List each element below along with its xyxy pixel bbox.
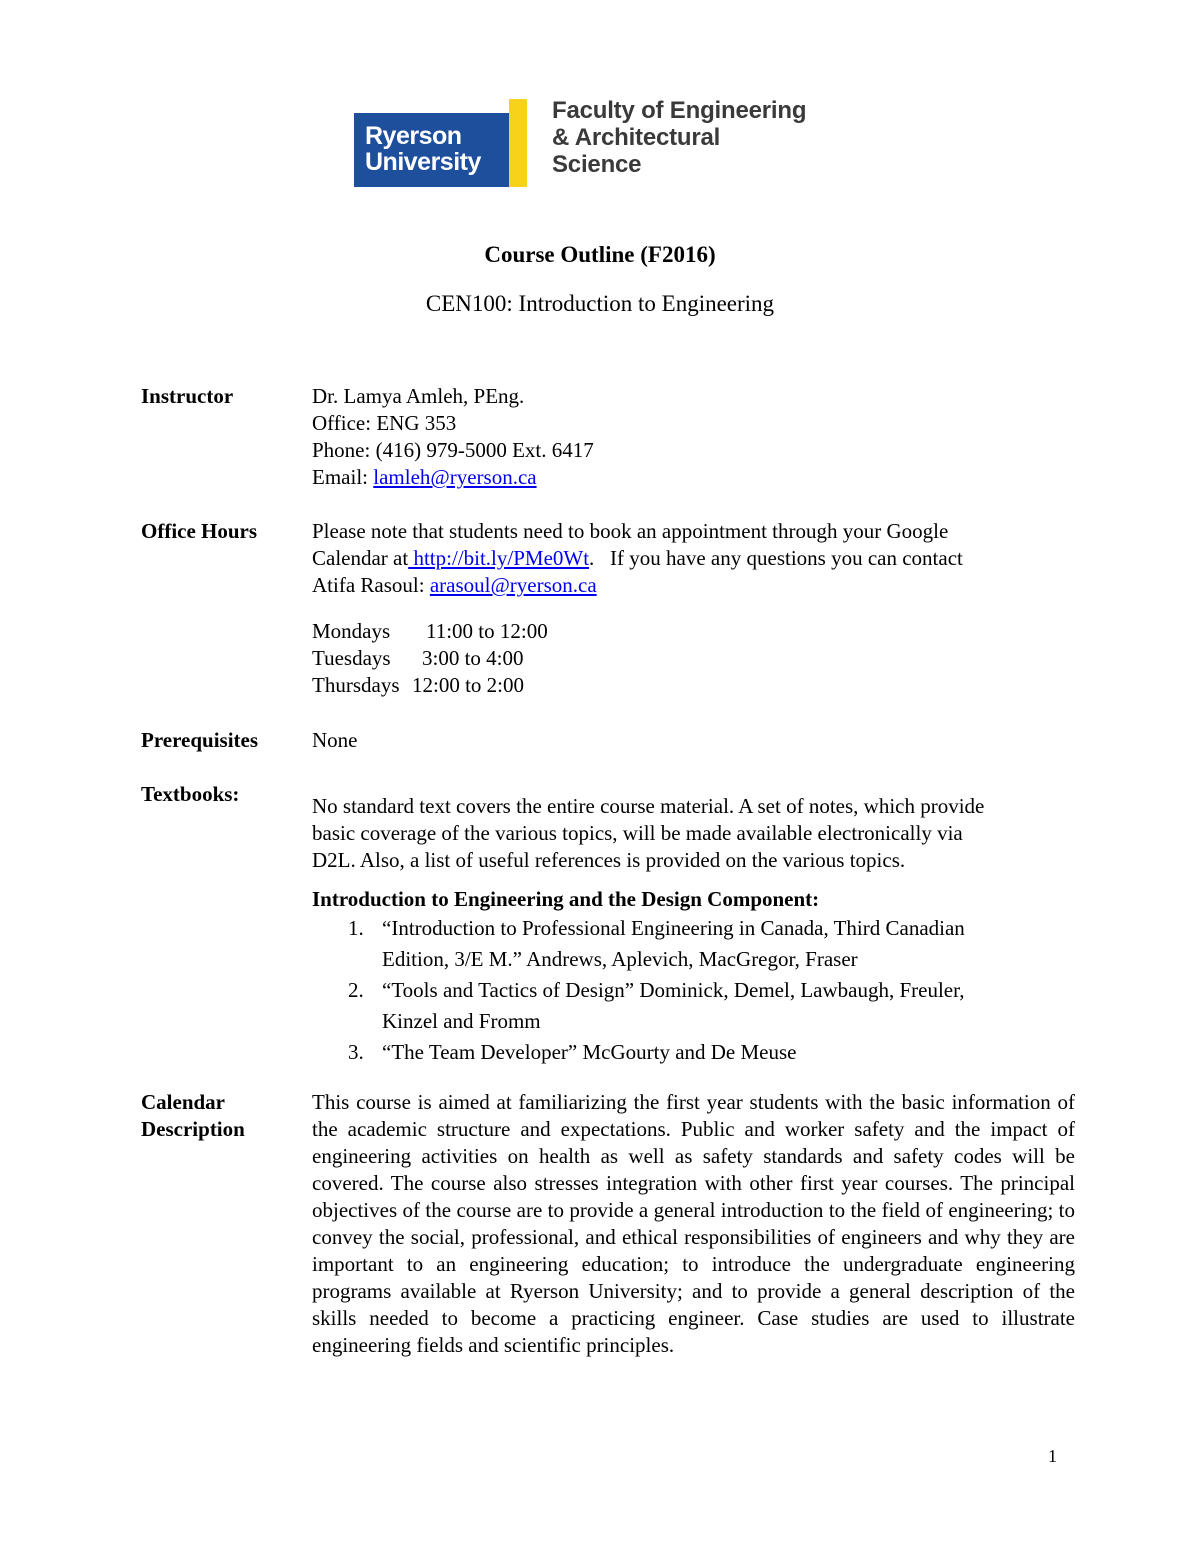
schedule-row [312, 672, 548, 699]
textbooks-line1: No standard text covers the entire course material. A set of notes, which provide [312, 794, 985, 818]
course-title: CEN100: Introduction to Engineering [425, 291, 775, 316]
schedule-row [312, 618, 548, 645]
calendar-prefix: Calendar at [312, 546, 409, 570]
prerequisites-value: None [312, 728, 358, 752]
references-section [312, 886, 965, 1068]
logo-wordmark-box [354, 113, 515, 187]
office-hours-line3 [312, 572, 963, 599]
textbooks-paragraph [312, 793, 984, 874]
ryerson-logo [354, 99, 824, 187]
instructor-office: Office: ENG 353 [312, 411, 457, 435]
logo-faculty-line2: & Architectural [552, 124, 721, 151]
schedule-day: Thursdays [312, 673, 400, 697]
textbooks-line3: D2L. Also, a list of useful references is provided on the various topics. [312, 848, 906, 872]
logo-university-line2: University [365, 148, 481, 176]
prerequisites-label: Prerequisites [141, 728, 259, 752]
calendar-label-line1: Calendar [141, 1090, 225, 1114]
schedule-day: Mondays [312, 619, 391, 643]
logo-gold-bar [509, 99, 527, 187]
office-hours-text [312, 518, 963, 599]
office-hours-line1: Please note that students need to book an appointment through your Google [312, 519, 949, 543]
calendar-booking-link[interactable]: http://bit.ly/PMe0Wt [408, 546, 590, 570]
schedule-time: 12:00 to 2:00 [412, 673, 525, 697]
reference-number: 2. [348, 978, 364, 1002]
office-hours-schedule [312, 618, 548, 699]
reference-line2: Edition, 3/E M.” Andrews, Aplevich, MacGregor, Fraser [382, 947, 858, 971]
schedule-day: Tuesdays [312, 646, 391, 670]
contact-prefix: Atifa Rasoul: [312, 573, 430, 597]
reference-number: 3. [348, 1040, 364, 1064]
calendar-suffix: . If you have any questions you can contact [589, 546, 963, 570]
calendar-description-text: This course is aimed at familiarizing the first year students with the basic information of the academic structure and expectations. Public and worker safety and the impact of engineering activities on health as well as safety standards and safety codes will be covered. The course also stresses integration with other first year courses. The principal objectives of the course are to provide a general introduction to the field of engineering; to convey the social, professional, and ethical responsibilities of engineers and why they are important to an engineering education; to introduce the undergraduate engineering programs available at Ryerson University; and to provide a general description of the skills needed to become a practicing engineer. Case studies are used to illustrate engineering fields and scientific principles. [312, 1090, 1075, 1357]
calendar-label-line2: Description [141, 1117, 245, 1141]
textbooks-label: Textbooks: [141, 782, 240, 806]
instructor-email-link[interactable]: lamleh@ryerson.ca [373, 465, 537, 489]
instructor-name: Dr. Lamya Amleh, PEng. [312, 384, 525, 408]
reference-item [312, 975, 965, 1037]
reference-item [312, 1037, 965, 1068]
reference-line1: “The Team Developer” McGourty and De Meuse [382, 1040, 797, 1064]
email-prefix: Email: [312, 465, 374, 489]
schedule-row [312, 645, 548, 672]
office-hours-line2 [312, 545, 963, 572]
reference-line2: Kinzel and Fromm [382, 1009, 541, 1033]
logo-university-line1: Ryerson [365, 122, 462, 150]
reference-number: 1. [348, 916, 364, 940]
calendar-description-label [141, 1089, 245, 1143]
reference-item [312, 913, 965, 975]
instructor-label: Instructor [141, 384, 234, 408]
instructor-phone: Phone: (416) 979-5000 Ext. 6417 [312, 438, 594, 462]
references-subheading: Introduction to Engineering and the Design Component: [312, 887, 820, 911]
schedule-time: 3:00 to 4:00 [422, 646, 524, 670]
logo-faculty-line1: Faculty of Engineering [552, 97, 807, 124]
logo-faculty-line3: Science [552, 151, 642, 178]
schedule-time: 11:00 to 12:00 [426, 619, 548, 643]
page-number: 1 [1048, 1446, 1057, 1466]
references-list [312, 913, 965, 1068]
logo-faculty-name [552, 97, 806, 178]
page-title: Course Outline (F2016) [484, 242, 716, 267]
instructor-email-line [312, 464, 594, 491]
reference-line1: “Tools and Tactics of Design” Dominick, Demel, Lawbaugh, Freuler, [382, 978, 965, 1002]
contact-email-link[interactable]: arasoul@ryerson.ca [429, 573, 597, 597]
instructor-details [312, 383, 594, 491]
textbooks-line2: basic coverage of the various topics, will be made available electronically via [312, 821, 963, 845]
reference-line1: “Introduction to Professional Engineering in Canada, Third Canadian [382, 916, 965, 940]
office-hours-label: Office Hours [141, 519, 258, 543]
